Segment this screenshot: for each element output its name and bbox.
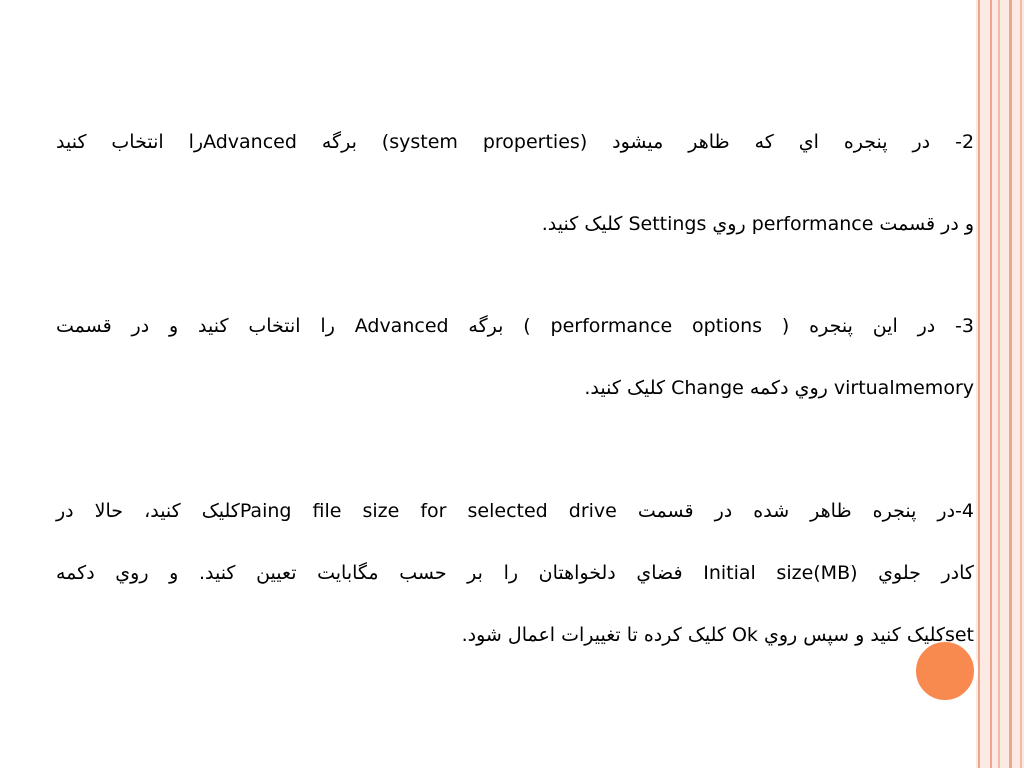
paragraph-line: 2- در پنجره اي كه ظاهر ميشود (system properties) برگه Advancedرا انتخاب كنيد <box>56 131 975 153</box>
paragraph-line: 4-در پنجره ظاهر شده در قسمت Paing file size for selected driveكليک كنيد، حالا در <box>56 500 974 522</box>
right-border-band <box>976 0 1024 768</box>
border-line <box>998 0 1000 768</box>
border-line <box>1020 0 1022 768</box>
paragraph-line: setكليک كنيد و سپس روي Ok كليک كرده تا تغييرات اعمال شود. <box>461 624 974 646</box>
paragraph-line: و در قسمت performance روي Settings كليک كنيد. <box>541 213 974 235</box>
paragraph-line: كادر جلوي Initial size(MB) فضاي دلخواهتان را بر حسب مگابايت تعيين كنيد. و روي دكمه <box>56 562 974 584</box>
border-line <box>990 0 992 768</box>
border-line <box>978 0 980 768</box>
border-line <box>1009 0 1012 768</box>
paragraph-line: 3- در اين پنجره ( performance options ) برگه Advanced را انتخاب كنيد و در قسمت <box>56 315 975 337</box>
paragraph-line: virtualmemory روي دكمه Change كليک كنيد. <box>584 377 974 399</box>
